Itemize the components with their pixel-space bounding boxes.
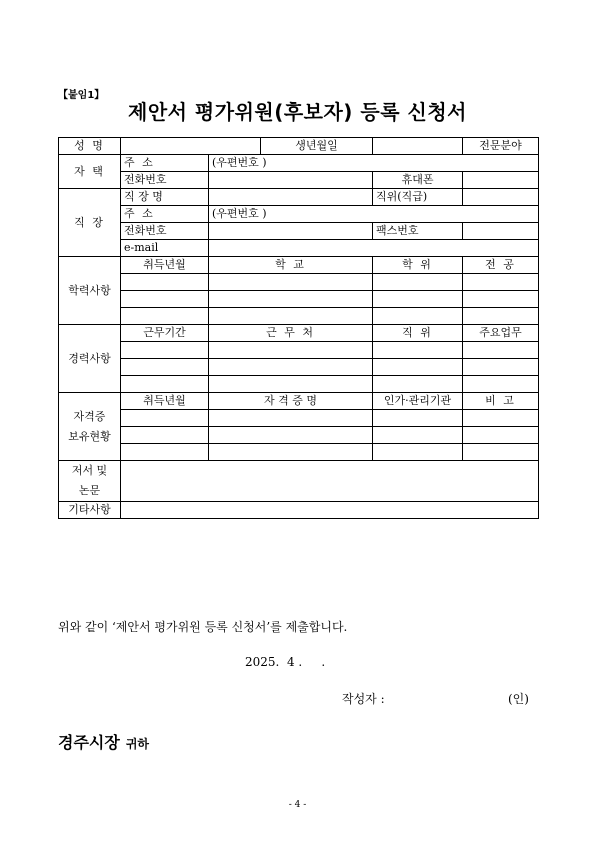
work-phone-field[interactable] [209, 223, 373, 240]
certificates-cell[interactable] [463, 427, 539, 444]
education-cell[interactable] [373, 291, 463, 308]
education-col-degree: 학 위 [373, 257, 463, 274]
recipient [58, 730, 149, 753]
publications-label-line1: 저서 및 [71, 464, 108, 477]
publications-field[interactable] [121, 461, 539, 502]
position-label: 직위(직급) [373, 189, 463, 206]
career-cell[interactable] [121, 342, 209, 359]
career-cell[interactable] [121, 359, 209, 376]
certificates-col-remarks: 비 고 [463, 393, 539, 410]
career-label: 경력사항 [59, 325, 121, 393]
mobile-field[interactable] [463, 172, 539, 189]
education-cell[interactable] [121, 308, 209, 325]
certificates-col-authority: 인가·관리기관 [373, 393, 463, 410]
certificates-cell[interactable] [373, 444, 463, 461]
work-label: 직 장 [59, 189, 121, 257]
work-phone-label: 전화번호 [121, 223, 209, 240]
company-label: 직 장 명 [121, 189, 209, 206]
certificates-label-line2: 보유현황 [68, 429, 111, 443]
fax-label: 팩스번호 [373, 223, 463, 240]
field-label: 전문분야 [463, 138, 539, 155]
career-entry-row [59, 342, 539, 359]
birth-label: 생년월일 [261, 138, 373, 155]
certificates-cell[interactable] [373, 410, 463, 427]
certificates-cell[interactable] [463, 410, 539, 427]
document-title: 제안서 평가위원(후보자) 등록 신청서 [128, 100, 467, 124]
career-cell[interactable] [209, 376, 373, 393]
mobile-label: 휴대폰 [373, 172, 463, 189]
publications-row [59, 461, 539, 502]
certificates-cell[interactable] [463, 444, 539, 461]
email-label: e-mail [121, 240, 209, 257]
author-label: 작성자 : [342, 692, 385, 706]
publications-label-line2: 논문 [78, 484, 101, 497]
career-col-position: 직 위 [373, 325, 463, 342]
email-row [59, 240, 539, 257]
name-row [59, 138, 539, 155]
education-cell[interactable] [373, 308, 463, 325]
career-cell[interactable] [209, 359, 373, 376]
home-phone-row [59, 172, 539, 189]
certificates-entry-row [59, 410, 539, 427]
recipient-suffix: 귀하 [125, 737, 150, 751]
career-cell[interactable] [373, 342, 463, 359]
career-col-period: 근무기간 [121, 325, 209, 342]
education-label: 학력사항 [59, 257, 121, 325]
education-cell[interactable] [463, 308, 539, 325]
career-cell[interactable] [121, 376, 209, 393]
submission-statement: 위와 같이 ‘제안서 평가위원 등록 신청서’를 제출합니다. [58, 620, 348, 634]
education-cell[interactable] [209, 274, 373, 291]
certificates-cell[interactable] [209, 427, 373, 444]
certificates-header-row [59, 393, 539, 410]
certificates-cell[interactable] [121, 444, 209, 461]
position-field[interactable] [463, 189, 539, 206]
name-label: 성 명 [59, 138, 121, 155]
education-cell[interactable] [209, 291, 373, 308]
career-entry-row [59, 359, 539, 376]
submission-date: 2025. 4 . . [245, 655, 326, 669]
education-cell[interactable] [209, 308, 373, 325]
home-phone-label: 전화번호 [121, 172, 209, 189]
seal-mark: (인) [508, 692, 529, 706]
registration-form-table [58, 137, 539, 519]
career-entry-row [59, 376, 539, 393]
home-label: 자 택 [59, 155, 121, 189]
education-col-school: 학 교 [209, 257, 373, 274]
certificates-cell[interactable] [373, 427, 463, 444]
education-entry-row [59, 291, 539, 308]
email-field[interactable] [209, 240, 539, 257]
certificates-label-line1: 자격증 [73, 409, 106, 423]
certificates-col-name: 자 격 증 명 [209, 393, 373, 410]
career-cell[interactable] [463, 359, 539, 376]
career-header-row [59, 325, 539, 342]
work-address-field[interactable]: (우편번호 ) [209, 206, 539, 223]
certificates-entry-row [59, 427, 539, 444]
education-cell[interactable] [463, 274, 539, 291]
work-address-row [59, 206, 539, 223]
career-cell[interactable] [373, 359, 463, 376]
home-address-field[interactable]: (우편번호 ) [209, 155, 539, 172]
education-entry-row [59, 308, 539, 325]
other-field[interactable] [121, 502, 539, 519]
name-field[interactable] [121, 138, 261, 155]
company-field[interactable] [209, 189, 373, 206]
certificates-cell[interactable] [121, 410, 209, 427]
certificates-label [59, 393, 121, 461]
education-cell[interactable] [373, 274, 463, 291]
home-phone-field[interactable] [209, 172, 373, 189]
attachment-label: 【붙임1】 [58, 90, 105, 101]
work-address-label: 주 소 [121, 206, 209, 223]
page-number: - 4 - [288, 800, 307, 810]
career-cell[interactable] [209, 342, 373, 359]
career-cell[interactable] [463, 342, 539, 359]
education-col-date: 취득년월 [121, 257, 209, 274]
other-label: 기타사항 [59, 502, 121, 519]
education-col-major: 전 공 [463, 257, 539, 274]
certificates-cell[interactable] [209, 444, 373, 461]
certificates-entry-row [59, 444, 539, 461]
home-address-row [59, 155, 539, 172]
education-entry-row [59, 274, 539, 291]
recipient-name: 경주시장 [58, 733, 120, 752]
other-row [59, 502, 539, 519]
education-header-row [59, 257, 539, 274]
career-col-duties: 주요업무 [463, 325, 539, 342]
certificates-cell[interactable] [209, 410, 373, 427]
career-cell[interactable] [373, 376, 463, 393]
work-phone-row [59, 223, 539, 240]
career-cell[interactable] [463, 376, 539, 393]
home-address-label: 주 소 [121, 155, 209, 172]
education-cell[interactable] [121, 291, 209, 308]
birth-field[interactable] [373, 138, 463, 155]
certificates-col-date: 취득년월 [121, 393, 209, 410]
education-cell[interactable] [121, 274, 209, 291]
certificates-cell[interactable] [121, 427, 209, 444]
publications-label [59, 461, 121, 502]
education-cell[interactable] [463, 291, 539, 308]
career-col-employer: 근 무 처 [209, 325, 373, 342]
work-company-row [59, 189, 539, 206]
fax-field[interactable] [463, 223, 539, 240]
